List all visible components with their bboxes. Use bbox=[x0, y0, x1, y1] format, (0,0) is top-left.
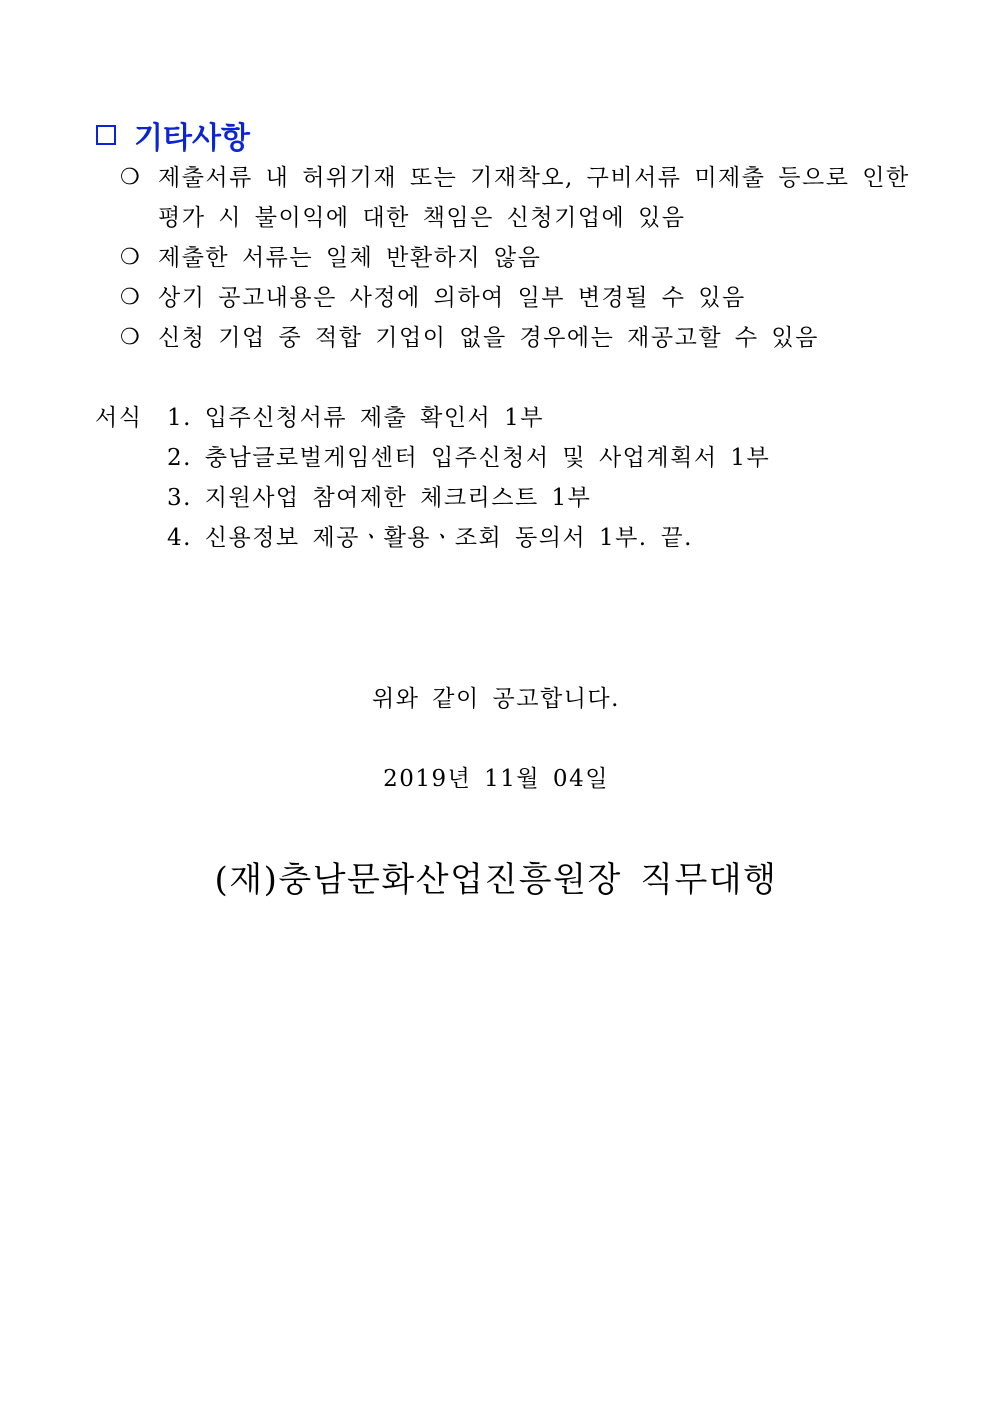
forms-label-spacer bbox=[95, 518, 167, 558]
notice-list bbox=[120, 158, 923, 358]
hollow-circle-icon: ❍ bbox=[120, 245, 142, 270]
list-item-text: 제출서류 내 허위기재 또는 기재착오, 구비서류 미제출 등으로 인한 평가 시 불이익에 대한 책임은 신청기업에 있음 bbox=[158, 165, 923, 231]
forms-label: 서식 bbox=[95, 405, 143, 431]
section-heading bbox=[96, 113, 250, 157]
form-row bbox=[95, 518, 895, 558]
hollow-circle-icon: ❍ bbox=[120, 325, 142, 350]
form-row bbox=[95, 478, 895, 518]
form-item: 2. 충남글로벌게임센터 입주신청서 및 사업계획서 1부 bbox=[167, 445, 771, 471]
list-item bbox=[120, 238, 920, 278]
list-item-text: 제출한 서류는 일체 반환하지 않음 bbox=[158, 245, 542, 271]
forms-list bbox=[95, 398, 895, 558]
list-item-text: 상기 공고내용은 사정에 의하여 일부 변경될 수 있음 bbox=[158, 285, 746, 311]
closing-statement: 위와 같이 공고합니다. bbox=[372, 686, 620, 712]
form-item: 4. 신용정보 제공ㆍ활용ㆍ조회 동의서 1부. 끝. bbox=[167, 525, 693, 551]
section-heading-text: 기타사항 bbox=[134, 121, 250, 156]
hollow-circle-icon: ❍ bbox=[120, 165, 142, 190]
announcement-date: 2019년 11월 04일 bbox=[383, 766, 609, 792]
form-row bbox=[95, 398, 895, 438]
form-row bbox=[95, 438, 895, 478]
signatory: (재)충남문화산업진흥원장 직무대행 bbox=[214, 860, 778, 900]
list-item bbox=[120, 318, 920, 358]
list-item-text: 신청 기업 중 적합 기업이 없을 경우에는 재공고할 수 있음 bbox=[158, 325, 819, 351]
list-item bbox=[120, 278, 920, 318]
forms-label-spacer bbox=[95, 478, 167, 518]
form-item: 1. 입주신청서류 제출 확인서 1부 bbox=[167, 405, 544, 431]
form-item: 3. 지원사업 참여제한 체크리스트 1부 bbox=[167, 485, 592, 511]
hollow-circle-icon: ❍ bbox=[120, 285, 142, 310]
empty-square-icon bbox=[96, 125, 116, 145]
forms-label-spacer bbox=[95, 438, 167, 478]
list-item bbox=[120, 158, 923, 238]
